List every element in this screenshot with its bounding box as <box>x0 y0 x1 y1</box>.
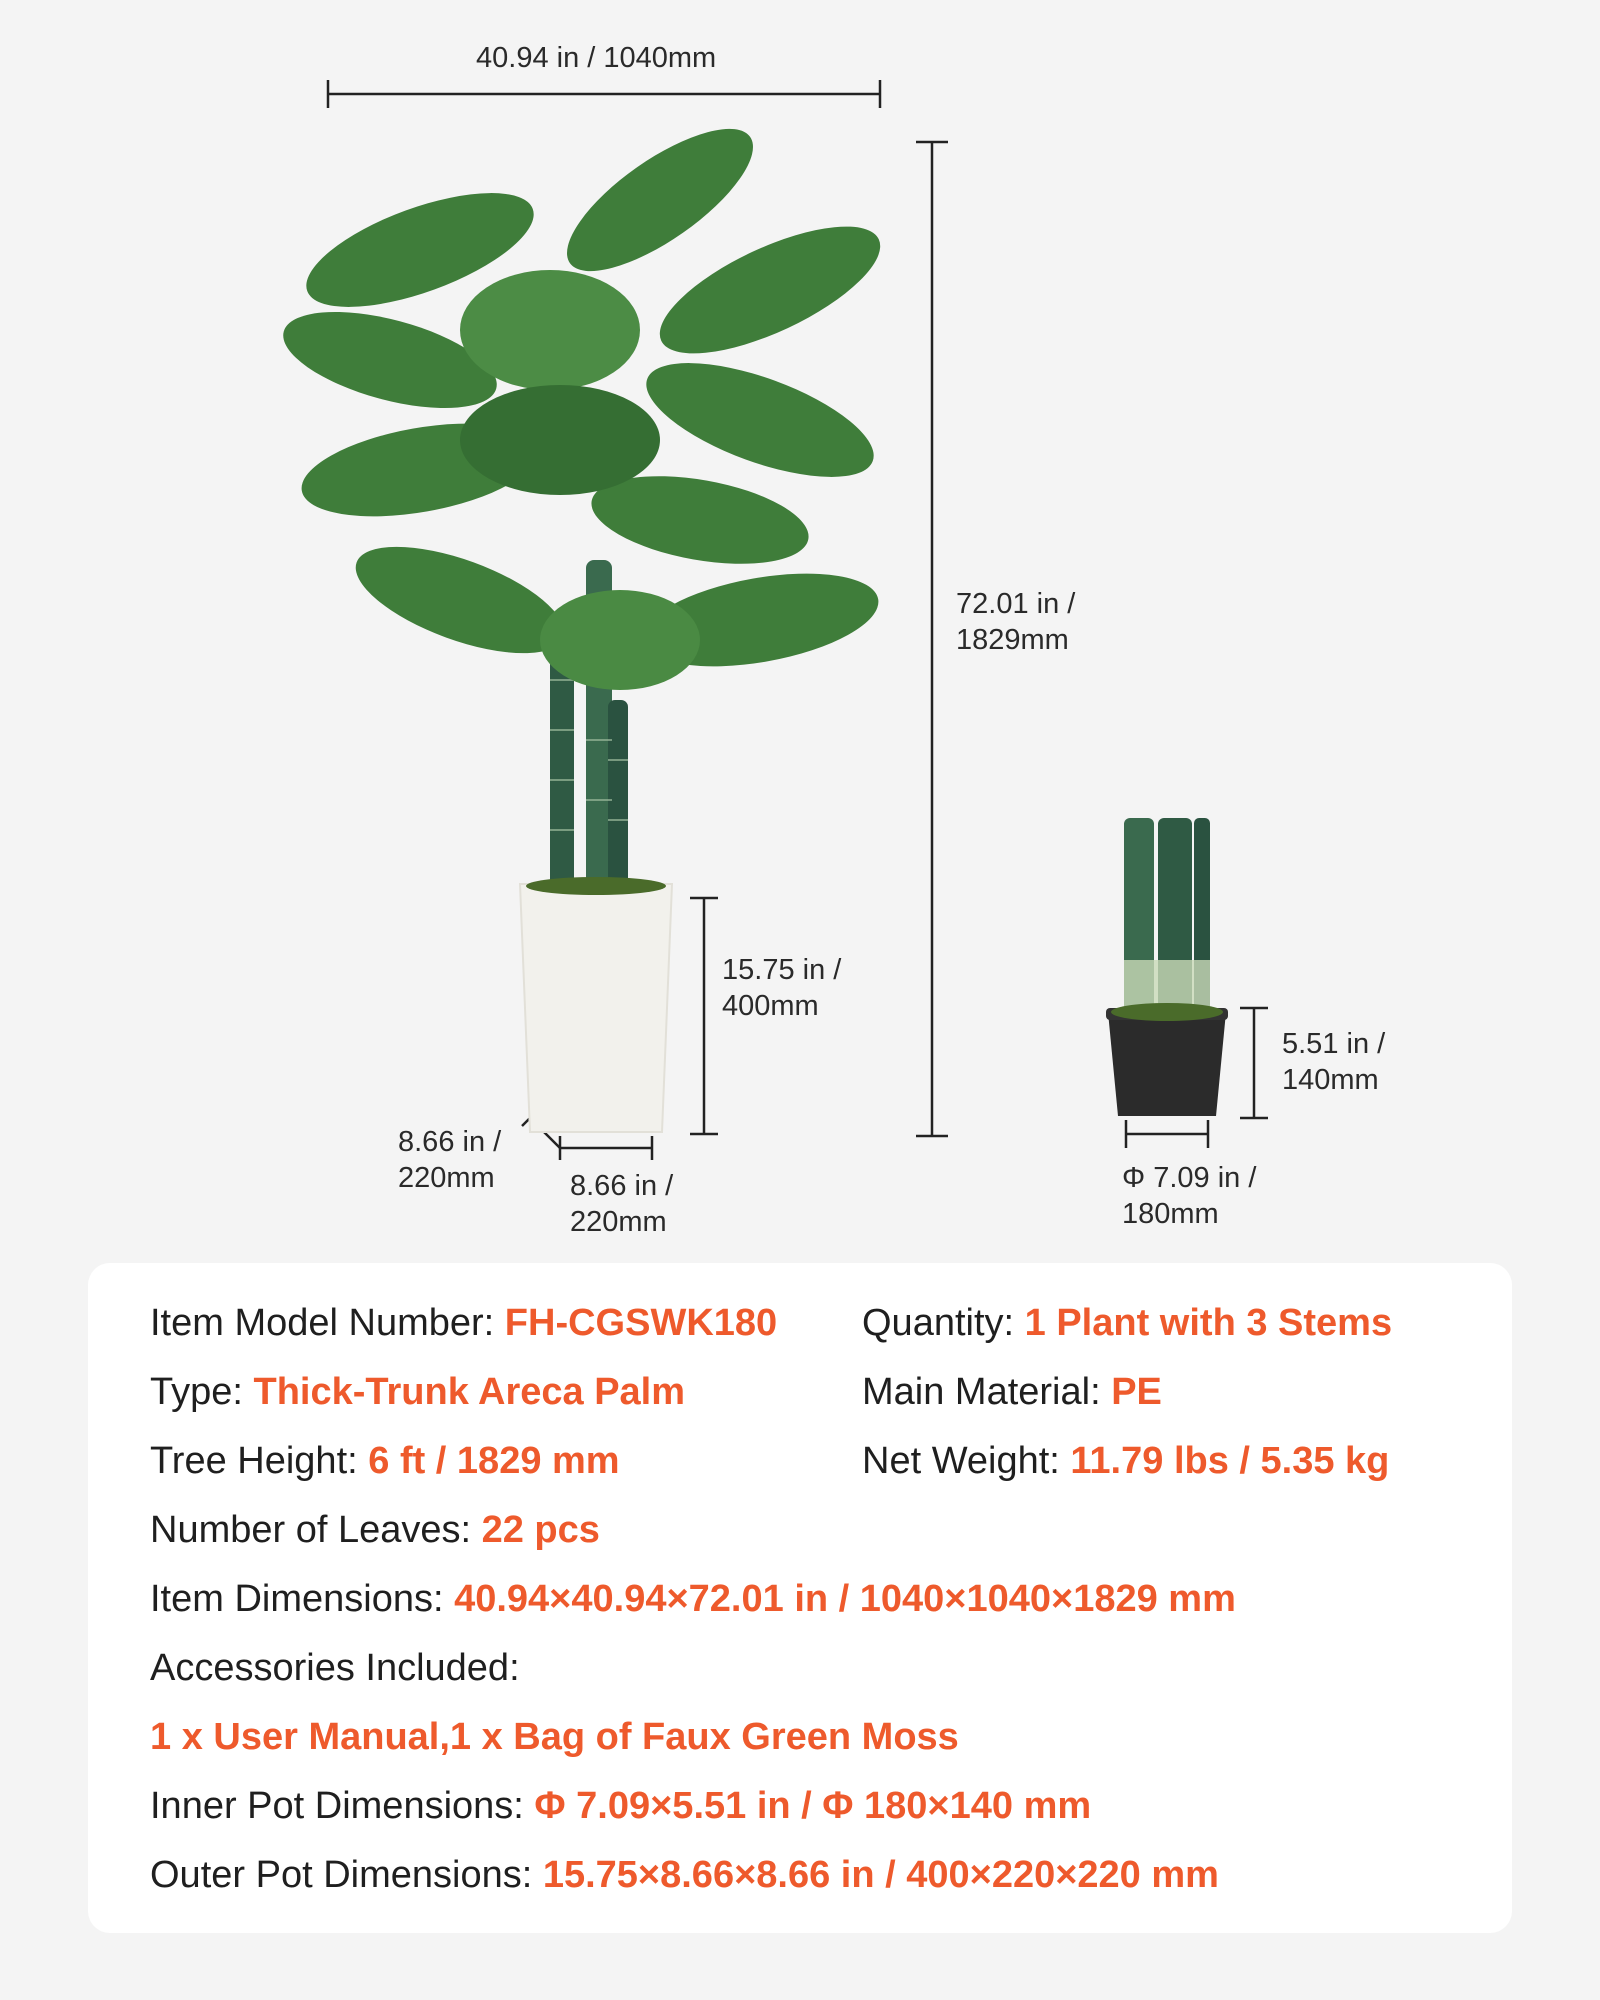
height-dimension-line <box>916 142 948 1136</box>
spec-type-label: Type: <box>150 1371 254 1413</box>
outer-pot-width-label-line1: 8.66 in / <box>570 1170 674 1202</box>
inner-pot-height-label-line1: 5.51 in / <box>1282 1028 1386 1060</box>
height-label-line2: 1829mm <box>956 624 1069 656</box>
spec-leaves-label: Number of Leaves: <box>150 1509 482 1551</box>
spec-outer-pot-value: 15.75×8.66×8.66 in / 400×220×220 mm <box>542 1854 1219 1896</box>
spec-weight-label: Net Weight: <box>862 1440 1071 1482</box>
spec-height <box>150 1438 620 1484</box>
outer-pot <box>520 877 672 1132</box>
spec-outer-pot-label: Outer Pot Dimensions: <box>150 1854 543 1896</box>
spec-quantity-value: 1 Plant with 3 Stems <box>1024 1302 1393 1344</box>
spec-leaves-value: 22 pcs <box>481 1509 600 1551</box>
width-label: 40.94 in / 1040mm <box>476 42 717 74</box>
outer-pot-width-label-line2: 220mm <box>570 1206 667 1238</box>
spec-inner-pot-label: Inner Pot Dimensions: <box>150 1785 535 1827</box>
outer-pot-height-label-line1: 15.75 in / <box>722 954 842 986</box>
spec-item-dimensions <box>150 1576 1236 1622</box>
spec-inner-pot-value: Φ 7.09×5.51 in / Φ 180×140 mm <box>534 1785 1092 1827</box>
spec-material-value: PE <box>1111 1371 1162 1413</box>
spec-type-value: Thick-Trunk Areca Palm <box>253 1371 686 1413</box>
spec-item-dimensions-value: 40.94×40.94×72.01 in / 1040×1040×1829 mm <box>454 1578 1236 1620</box>
spec-leaves <box>150 1507 600 1553</box>
spec-quantity-label: Quantity: <box>862 1302 1025 1344</box>
spec-model <box>150 1300 777 1346</box>
spec-type <box>150 1369 685 1415</box>
inner-pot <box>1106 818 1228 1116</box>
spec-material <box>862 1369 1162 1415</box>
spec-accessories-value <box>150 1714 959 1760</box>
spec-accessories-label-text: Accessories Included: <box>150 1647 520 1689</box>
spec-weight <box>862 1438 1389 1484</box>
spec-material-label: Main Material: <box>862 1371 1112 1413</box>
height-label-line1: 72.01 in / <box>956 588 1076 620</box>
inner-pot-height-label-line2: 140mm <box>1282 1064 1379 1096</box>
spec-model-value: FH-CGSWK180 <box>504 1302 778 1344</box>
spec-outer-pot <box>150 1852 1219 1898</box>
spec-quantity <box>862 1300 1392 1346</box>
spec-height-value: 6 ft / 1829 mm <box>368 1440 620 1482</box>
spec-weight-value: 11.79 lbs / 5.35 kg <box>1070 1440 1390 1482</box>
spec-model-label: Item Model Number: <box>150 1302 505 1344</box>
outer-pot-depth-label-line1: 8.66 in / <box>398 1126 502 1158</box>
inner-pot-diameter-line <box>1126 1120 1208 1148</box>
outer-pot-height-label-line2: 400mm <box>722 990 819 1022</box>
inner-pot-height-line <box>1240 1008 1268 1118</box>
palm-fronds <box>273 104 896 690</box>
outer-pot-height-line <box>690 898 718 1134</box>
outer-pot-depth-label-line2: 220mm <box>398 1162 495 1194</box>
spec-height-label: Tree Height: <box>150 1440 369 1482</box>
spec-inner-pot <box>150 1783 1091 1829</box>
spec-item-dimensions-label: Item Dimensions: <box>150 1578 455 1620</box>
inner-pot-diameter-label-line2: 180mm <box>1122 1198 1219 1230</box>
inner-pot-diameter-label-line1: Φ 7.09 in / <box>1122 1162 1257 1194</box>
spec-accessories-value-text: 1 x User Manual,1 x Bag of Faux Green Moss <box>150 1716 959 1758</box>
width-dimension-line <box>328 80 880 108</box>
spec-accessories-label <box>150 1645 520 1691</box>
